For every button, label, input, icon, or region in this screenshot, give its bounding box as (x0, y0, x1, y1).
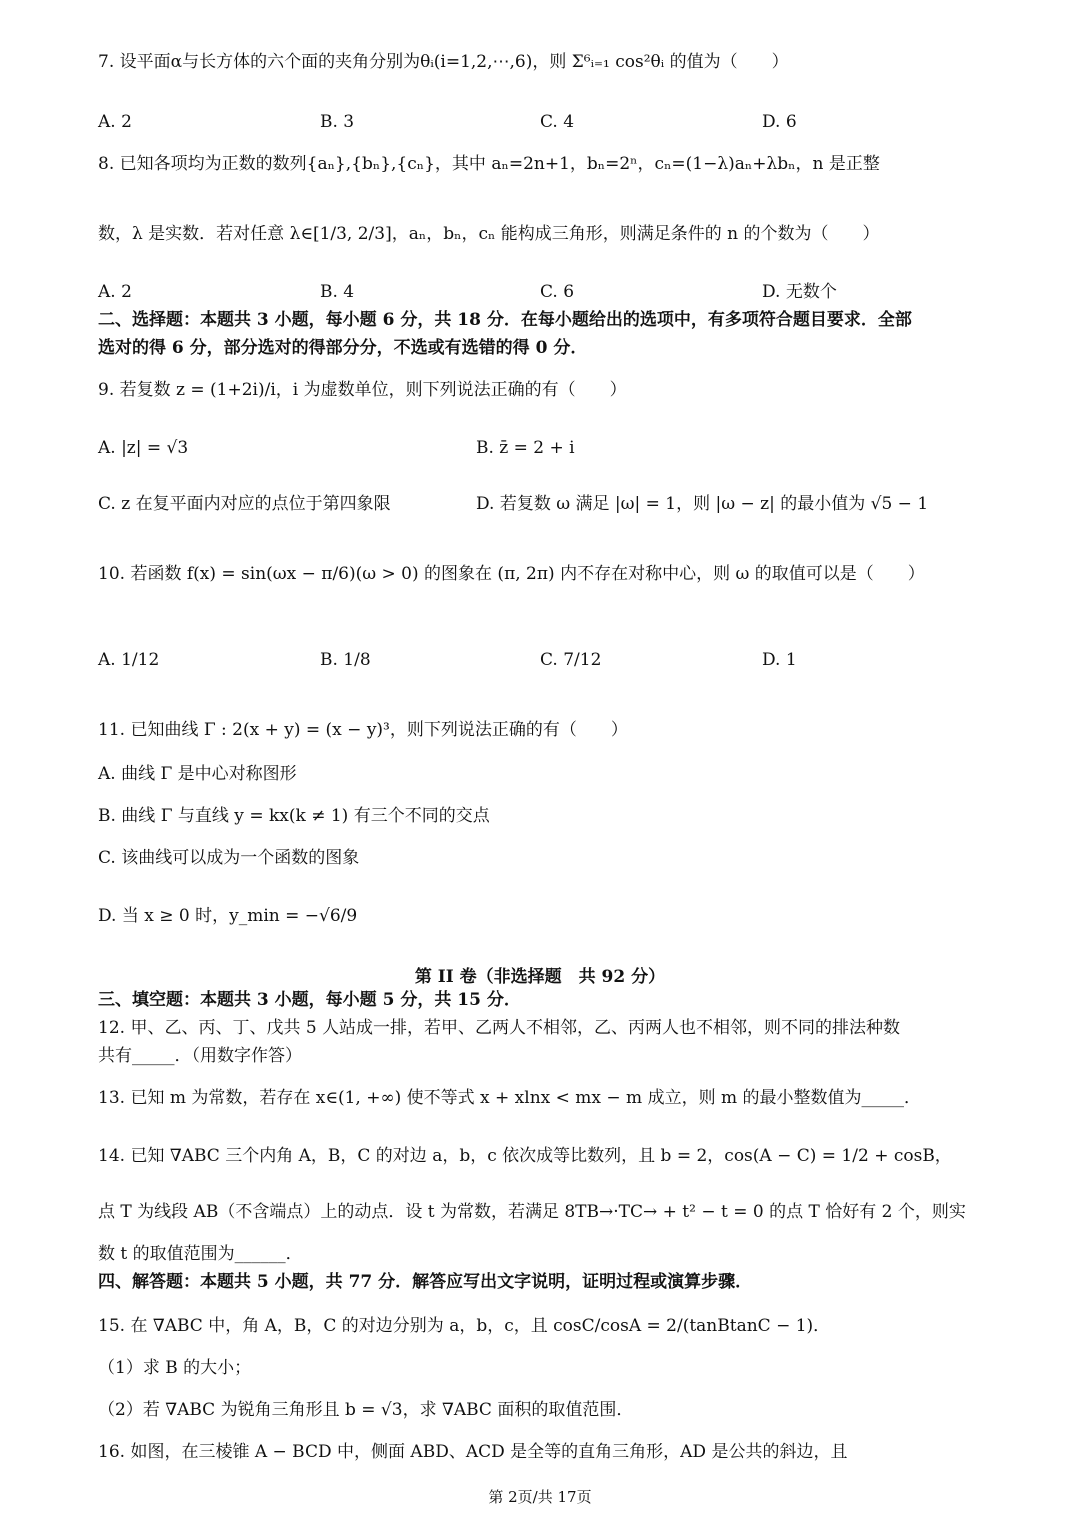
q9-option-b: B. z̄ = 2 + i (476, 438, 575, 458)
q9-option-c: C. z 在复平面内对应的点位于第四象限 (98, 494, 391, 514)
q14-line1: 14. 已知 ∇ABC 三个内角 A，B，C 的对边 a，b，c 依次成等比数列，且 b = 2，cos(A − C) = 1/2 + cosB， (98, 1146, 952, 1166)
q12-line1: 12. 甲、乙、丙、丁、戊共 5 人站成一排，若甲、乙两人不相邻，乙、丙两人也不相邻，则不同的排法种数 (98, 1018, 901, 1038)
q10-option-d: D. 1 (762, 650, 797, 670)
q8-option-b: B. 4 (320, 282, 355, 302)
q8-option-d: D. 无数个 (762, 282, 837, 302)
q8-stem-line1: 8. 已知各项均为正数的数列{aₙ},{bₙ},{cₙ}，其中 aₙ=2n+1，bₙ=2ⁿ，cₙ=(1−λ)aₙ+λbₙ，n 是正整 (98, 154, 880, 174)
q11-option-d: D. 当 x ≥ 0 时，y_min = −√6/9 (98, 906, 358, 926)
section2-heading-line1: 二、选择题：本题共 3 小题，每小题 6 分，共 18 分．在每小题给出的选项中，有多项符合题目要求．全部 (98, 310, 912, 330)
q7-option-c: C. 4 (540, 112, 575, 132)
q10-option-a: A. 1/12 (98, 650, 160, 670)
q15-stem: 15. 在 ∇ABC 中，角 A，B，C 的对边分别为 a，b，c，且 cosC/cosA = 2/(tanBtanC − 1)． (98, 1316, 831, 1336)
section2-heading-line2: 选对的得 6 分，部分选对的得部分分，不选或有选错的得 0 分． (98, 338, 588, 358)
q13-stem: 13. 已知 m 为常数，若存在 x∈(1, +∞) 使不等式 x + xlnx < mx − m 成立，则 m 的最小整数值为_____． (98, 1088, 922, 1108)
q11-option-b: B. 曲线 Γ 与直线 y = kx(k ≠ 1) 有三个不同的交点 (98, 806, 490, 826)
q8-option-c: C. 6 (540, 282, 575, 302)
q10-stem: 10. 若函数 f(x) = sin(ωx − π/6)(ω > 0) 的图象在 (π, 2π) 内不存在对称中心，则 ω 的取值可以是（ ） (98, 564, 925, 584)
q11-option-c: C. 该曲线可以成为一个函数的图象 (98, 848, 360, 868)
q9-option-d: D. 若复数 ω 满足 |ω| = 1，则 |ω − z| 的最小值为 √5 − 1 (476, 494, 929, 514)
q8-option-a: A. 2 (98, 282, 132, 302)
q10-option-c: C. 7/12 (540, 650, 602, 670)
q7-option-a: A. 2 (98, 112, 132, 132)
section4-heading: 四、解答题：本题共 5 小题，共 77 分．解答应写出文字说明，证明过程或演算步骤． (98, 1272, 753, 1292)
q12-line2: 共有_____．（用数字作答） (98, 1046, 302, 1066)
q14-line2: 点 T 为线段 AB（不含端点）上的动点．设 t 为常数，若满足 8TB→·TC→ + t² − t = 0 的点 T 恰好有 2 个，则实 (98, 1202, 966, 1222)
q10-option-b: B. 1/8 (320, 650, 371, 670)
q15-part2: （2）若 ∇ABC 为锐角三角形且 b = √3，求 ∇ABC 面积的取值范围． (98, 1400, 634, 1420)
q9-stem: 9. 若复数 z = (1+2i)/i，i 为虚数单位，则下列说法正确的有（ ） (98, 380, 627, 400)
q7-stem: 7. 设平面α与长方体的六个面的夹角分别为θᵢ(i=1,2,⋯,6)，则 Σ⁶ᵢ₌₁ cos²θᵢ 的值为（ ） (98, 52, 789, 72)
q7-option-b: B. 3 (320, 112, 355, 132)
q16-stem: 16. 如图，在三棱锥 A − BCD 中，侧面 ABD、ACD 是全等的直角三角形，AD 是公共的斜边，且 (98, 1442, 848, 1462)
page-footer: 第 2页/共 17页 (488, 1488, 592, 1506)
q9-option-a: A. |z| = √3 (98, 438, 189, 458)
part2-title: 第 II 卷（非选择题 共 92 分） (414, 967, 666, 987)
q8-stem-line2: 数，λ 是实数．若对任意 λ∈[1/3, 2/3]，aₙ，bₙ，cₙ 能构成三角形，则满足条件的 n 的个数为（ ） (98, 224, 880, 244)
q15-part1: （1）求 B 的大小； (98, 1358, 252, 1378)
q11-stem: 11. 已知曲线 Γ : 2(x + y) = (x − y)³，则下列说法正确的有（ ） (98, 720, 628, 740)
q7-option-d: D. 6 (762, 112, 797, 132)
section3-heading: 三、填空题：本题共 3 小题，每小题 5 分，共 15 分． (98, 990, 521, 1010)
q14-line3: 数 t 的取值范围为______． (98, 1244, 303, 1264)
q11-option-a: A. 曲线 Γ 是中心对称图形 (98, 764, 297, 784)
